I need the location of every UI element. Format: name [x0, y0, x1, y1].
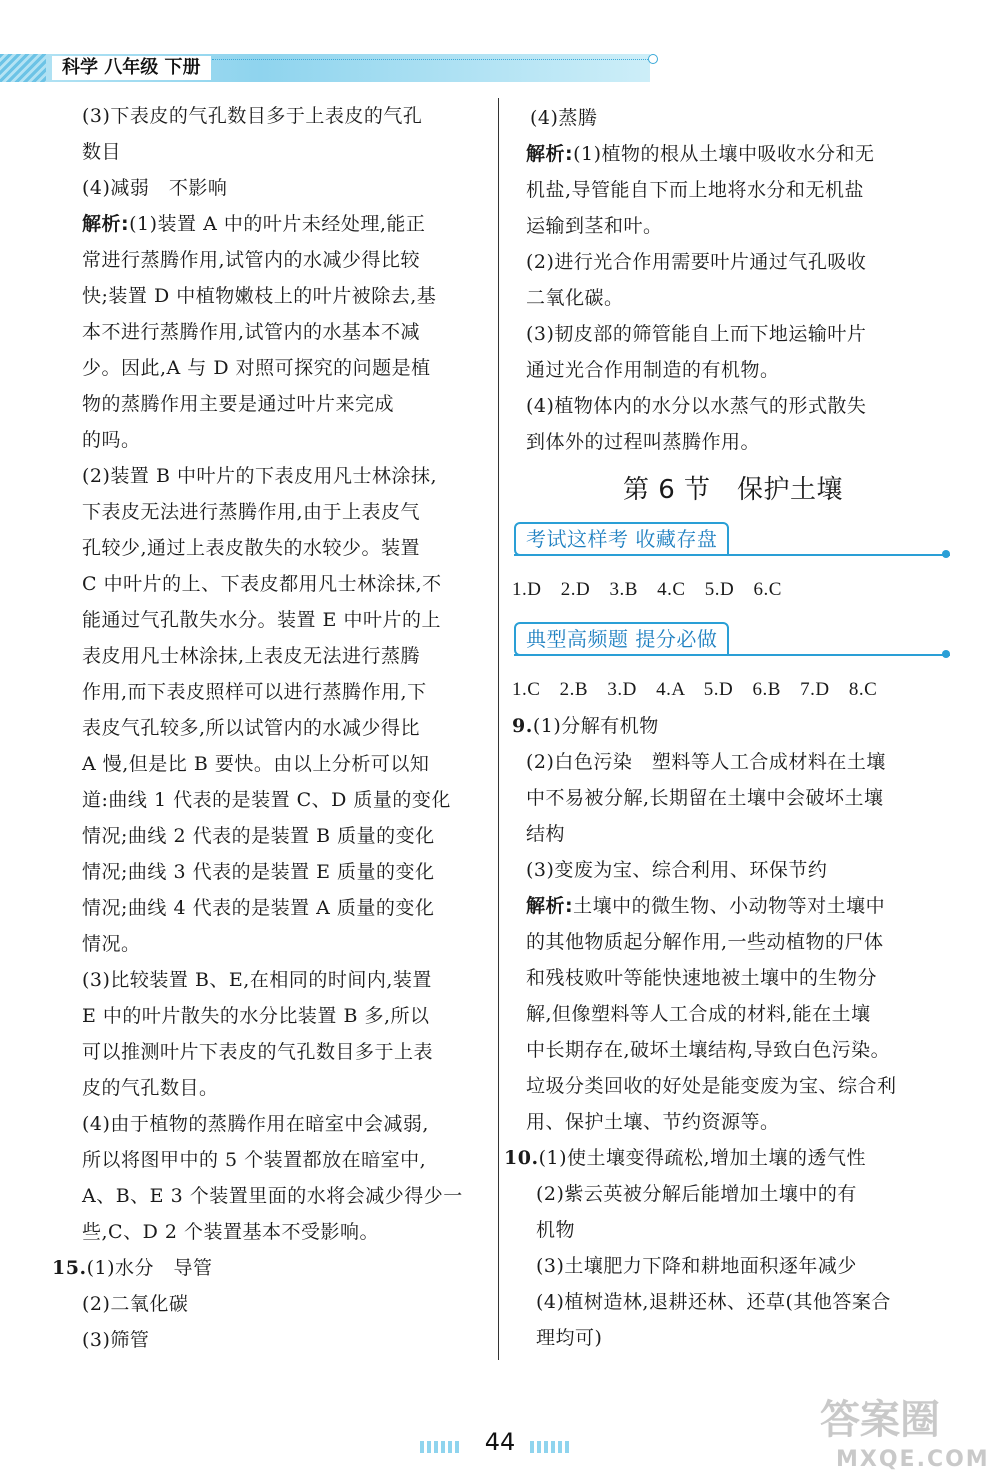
watermark-logo	[820, 1397, 990, 1472]
text-line: 到体外的过程叫蒸腾作用。	[526, 431, 761, 453]
text-line: (3)变废为宝、综合利用、环保节约	[526, 859, 828, 881]
analysis-label: 解析:	[82, 213, 130, 235]
text-line: 常进行蒸腾作用,试管内的水减少得比较	[82, 249, 421, 271]
text-line: 些,C、D 2 个装置基本不受影响。	[82, 1221, 379, 1243]
text-line: (2)装置 B 中叶片的下表皮用凡士林涂抹,	[82, 465, 437, 487]
question-15	[52, 1250, 486, 1286]
left-column	[52, 98, 486, 1358]
text-line: 中长期存在,破坏土壤结构,导致白色污染。	[526, 1039, 891, 1061]
answer-row: 1.D 2.D 3.B 4.C 5.D 6.C	[512, 579, 782, 600]
text-line: (4)由于植物的蒸腾作用在暗室中会减弱,	[82, 1113, 429, 1135]
text-line: (3)筛管	[82, 1329, 150, 1351]
question-number: 15.	[52, 1257, 87, 1279]
text-line: (4)植树造林,退耕还林、还草(其他答案合	[536, 1291, 891, 1313]
page-number: 44	[484, 1428, 516, 1456]
text-line: 二氧化碳。	[526, 287, 624, 309]
text-line: 作用,而下表皮照样可以进行蒸腾作用,下	[82, 681, 427, 703]
text-span: 土壤中的微生物、小动物等对土壤中	[573, 895, 886, 917]
text-line: 皮的气孔数目。	[82, 1077, 219, 1099]
text-line: (2)白色污染 塑料等人工合成材料在土壤	[526, 751, 886, 773]
box-label: 考试这样考 收藏存盘	[514, 522, 729, 556]
book-title: 科学 八年级 下册	[52, 56, 211, 80]
watermark-site: MXQE.COM	[836, 1447, 990, 1472]
text-line: 中不易被分解,长期留在土壤中会破坏土壤	[526, 787, 884, 809]
text-line: 情况;曲线 2 代表的是装置 B 质量的变化	[82, 825, 435, 847]
text-line: 物的蒸腾作用主要是通过叶片来完成	[82, 393, 395, 415]
text-span: (1)分解有机物	[532, 715, 659, 737]
text-line: 可以推测叶片下表皮的气孔数目多于上表	[82, 1041, 434, 1063]
text-line: 机物	[536, 1219, 576, 1241]
text-line: (4)减弱 不影响	[82, 177, 228, 199]
text-line: 通过光合作用制造的有机物。	[526, 359, 780, 381]
text-line	[526, 888, 940, 924]
text-line: (2)进行光合作用需要叶片通过气孔吸收	[526, 251, 867, 273]
section-title: 第 6 节 保护土壤	[622, 475, 844, 505]
text-line: 理均可)	[536, 1327, 603, 1349]
text-line: C 中叶片的上、下表皮都用凡士林涂抹,不	[82, 573, 442, 595]
analysis-label: 解析:	[526, 895, 574, 917]
text-line: 本不进行蒸腾作用,试管内的水基本不减	[82, 321, 421, 343]
question-number: 10.	[504, 1147, 539, 1169]
question-9	[512, 708, 940, 744]
text-span: (1)植物的根从土壤中吸收水分和无	[573, 143, 875, 165]
text-line	[526, 136, 940, 172]
text-line: (2)紫云英被分解后能增加土壤中的有	[536, 1183, 857, 1205]
watermark-text: 答案圈	[820, 1397, 940, 1443]
text-line: 情况;曲线 3 代表的是装置 E 质量的变化	[82, 861, 435, 883]
text-line: 所以将图甲中的 5 个装置都放在暗室中,	[82, 1149, 427, 1171]
text-line: 用、保护土壤、节约资源等。	[526, 1111, 780, 1133]
text-line: A、B、E 3 个装置里面的水将会减少得少一	[82, 1185, 463, 1207]
text-line: A 慢,但是比 B 要快。由以上分析可以知	[82, 753, 430, 775]
footer-deco-right	[530, 1441, 570, 1453]
text-line: 情况。	[82, 933, 141, 955]
header-stripes	[0, 54, 46, 82]
text-span: (1)使土壤变得疏松,增加土壤的透气性	[538, 1147, 867, 1169]
answer-row: 1.C 2.B 3.D 4.A 5.D 6.B 7.D 8.C	[512, 679, 878, 700]
text-line: 快;装置 D 中植物嫩枝上的叶片被除去,基	[82, 285, 437, 307]
text-line: (3)下表皮的气孔数目多于上表皮的气孔	[82, 105, 423, 127]
text-line: 结构	[526, 823, 566, 845]
column-divider	[498, 98, 499, 1360]
header-rule	[212, 59, 652, 61]
text-line: (4)蒸腾	[530, 107, 598, 129]
text-line: (3)比较装置 B、E,在相同的时间内,装置	[82, 969, 432, 991]
text-line: 数目	[82, 141, 122, 163]
analysis-label: 解析:	[526, 143, 574, 165]
right-column	[504, 100, 940, 1356]
text-line: 垃圾分类回收的好处是能变废为宝、综合利	[526, 1075, 897, 1097]
text-line: 的其他物质起分解作用,一些动植物的尸体	[526, 931, 884, 953]
text-line: (3)土壤肥力下降和耕地面积逐年减少	[536, 1255, 857, 1277]
text-line: 道:曲线 1 代表的是装置 C、D 质量的变化	[82, 789, 451, 811]
text-line: 少。因此,A 与 D 对照可探究的问题是植	[82, 357, 431, 379]
text-line: 情况;曲线 4 代表的是装置 A 质量的变化	[82, 897, 435, 919]
section-box-exam	[514, 522, 940, 562]
header-dot-icon	[648, 54, 658, 64]
text-line: 的吗。	[82, 429, 141, 451]
text-line: 和残枝败叶等能快速地被土壤中的生物分	[526, 967, 878, 989]
text-line: 孔较少,通过上表皮散失的水较少。装置	[82, 537, 421, 559]
text-line: (2)二氧化碳	[82, 1293, 189, 1315]
text-line: 下表皮无法进行蒸腾作用,由于上表皮气	[82, 501, 421, 523]
text-line: 机盐,导管能自下而上地将水分和无机盐	[526, 179, 865, 201]
text-line: E 中的叶片散失的水分比装置 B 多,所以	[82, 1005, 430, 1027]
question-number: 9.	[512, 715, 533, 737]
section-box-typical	[514, 622, 940, 662]
text-line: 运输到茎和叶。	[526, 215, 663, 237]
box-label: 典型高频题 提分必做	[514, 622, 729, 656]
text-line: (3)韧皮部的筛管能自上而下地运输叶片	[526, 323, 867, 345]
text-line	[82, 206, 486, 242]
text-line: 表皮用凡士林涂抹,上表皮无法进行蒸腾	[82, 645, 421, 667]
text-line: 解,但像塑料等人工合成的材料,能在土壤	[526, 1003, 871, 1025]
footer-deco-left	[420, 1441, 460, 1453]
text-span: (1)水分 导管	[86, 1257, 213, 1279]
question-10	[504, 1140, 940, 1176]
text-line: 能通过气孔散失水分。装置 E 中叶片的上	[82, 609, 441, 631]
text-span: (1)装置 A 中的叶片未经处理,能正	[129, 213, 426, 235]
text-line: (4)植物体内的水分以水蒸气的形式散失	[526, 395, 867, 417]
text-line: 表皮气孔较多,所以试管内的水减少得比	[82, 717, 421, 739]
